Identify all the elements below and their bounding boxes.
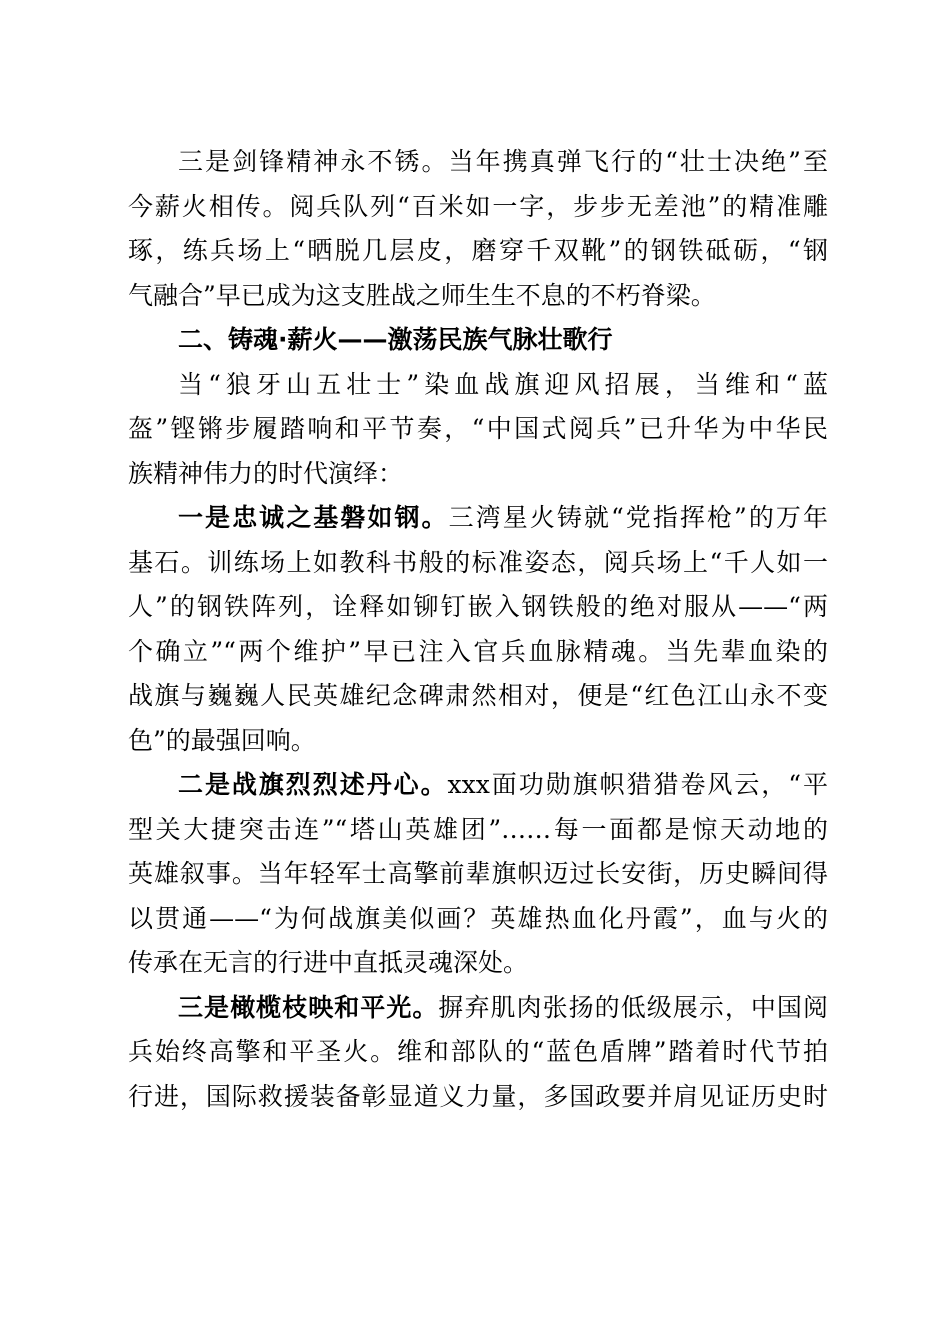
text-line: 基石。训练场上如教科书般的标准姿态，阅兵场上“千人如一 (128, 547, 828, 577)
text-line: 传承在无言的行进中直抵灵魂深处。 (128, 948, 529, 977)
text-line: 人”的钢铁阵列，诠释如铆钉嵌入钢铁般的绝对服从——“两 (128, 592, 828, 621)
text-line: 以贯通——“为何战旗美似画？英雄热血化丹霞”，血与火的 (128, 903, 828, 933)
paragraph-sword-spirit (128, 140, 828, 318)
text-line: 当“狼牙山五壮士”染血战旗迎风招展，当维和“蓝 (178, 369, 828, 399)
section-heading: 二、铸魂·薪火——激荡民族气脉壮歌行 (178, 325, 613, 354)
text-line: 色”的最强回响。 (128, 725, 316, 755)
text-line: 气融合”早已成为这支胜战之师生生不息的不朽脊梁。 (128, 280, 716, 310)
text-line: 族精神伟力的时代演绎： (128, 458, 404, 488)
text-line: 个确立”“两个维护”早已注入官兵血脉精魂。当先辈血染的 (128, 636, 828, 666)
paragraph-battle-flags (128, 763, 828, 986)
text-line: 英雄叙事。当年轻军士高擎前辈旗帜迈过长安街，历史瞬间得 (128, 859, 828, 888)
text-line: 型关大捷突击连”“塔山英雄团”……每一面都是惊天动地的 (128, 814, 828, 844)
text-run: xxx面功勋旗帜猎猎卷风云，“平 (447, 770, 828, 799)
document-page (128, 140, 828, 1119)
text-line: 行进，国际救援装备彰显道义力量，多国政要并肩见证历史时 (128, 1081, 828, 1111)
paragraph-lead: 二是战旗烈烈述丹心。 (178, 770, 448, 799)
text-line (128, 496, 828, 541)
text-run: 三湾星火铸就“党指挥枪”的万年 (448, 503, 828, 532)
paragraph-intro (128, 363, 828, 497)
text-line: 琢，练兵场上“晒脱几层皮，磨穿千双靴”的钢铁砥砺，“钢 (128, 236, 828, 265)
text-line (128, 763, 828, 808)
paragraph-loyalty (128, 496, 828, 763)
text-run: 摒弃肌肉张扬的低级展示，中国阅 (438, 992, 828, 1022)
text-line (128, 986, 828, 1031)
text-line: 盔”铿锵步履踏响和平节奏，“中国式阅兵”已升华为中华民 (128, 414, 828, 443)
paragraph-olive-branch (128, 986, 828, 1120)
text-line: 战旗与巍巍人民英雄纪念碑肃然相对，便是“红色江山永不变 (128, 681, 828, 710)
paragraph-lead: 三是橄榄枝映和平光。 (178, 992, 439, 1022)
text-line: 今薪火相传。阅兵队列“百米如一字，步步无差池”的精准雕 (128, 191, 828, 221)
text-line: 三是剑锋精神永不锈。当年携真弹飞行的“壮士决绝”至 (178, 147, 828, 176)
text-line: 兵始终高擎和平圣火。维和部队的“蓝色盾牌”踏着时代节拍 (128, 1037, 828, 1066)
paragraph-lead: 一是忠诚之基磐如钢。 (178, 503, 449, 532)
